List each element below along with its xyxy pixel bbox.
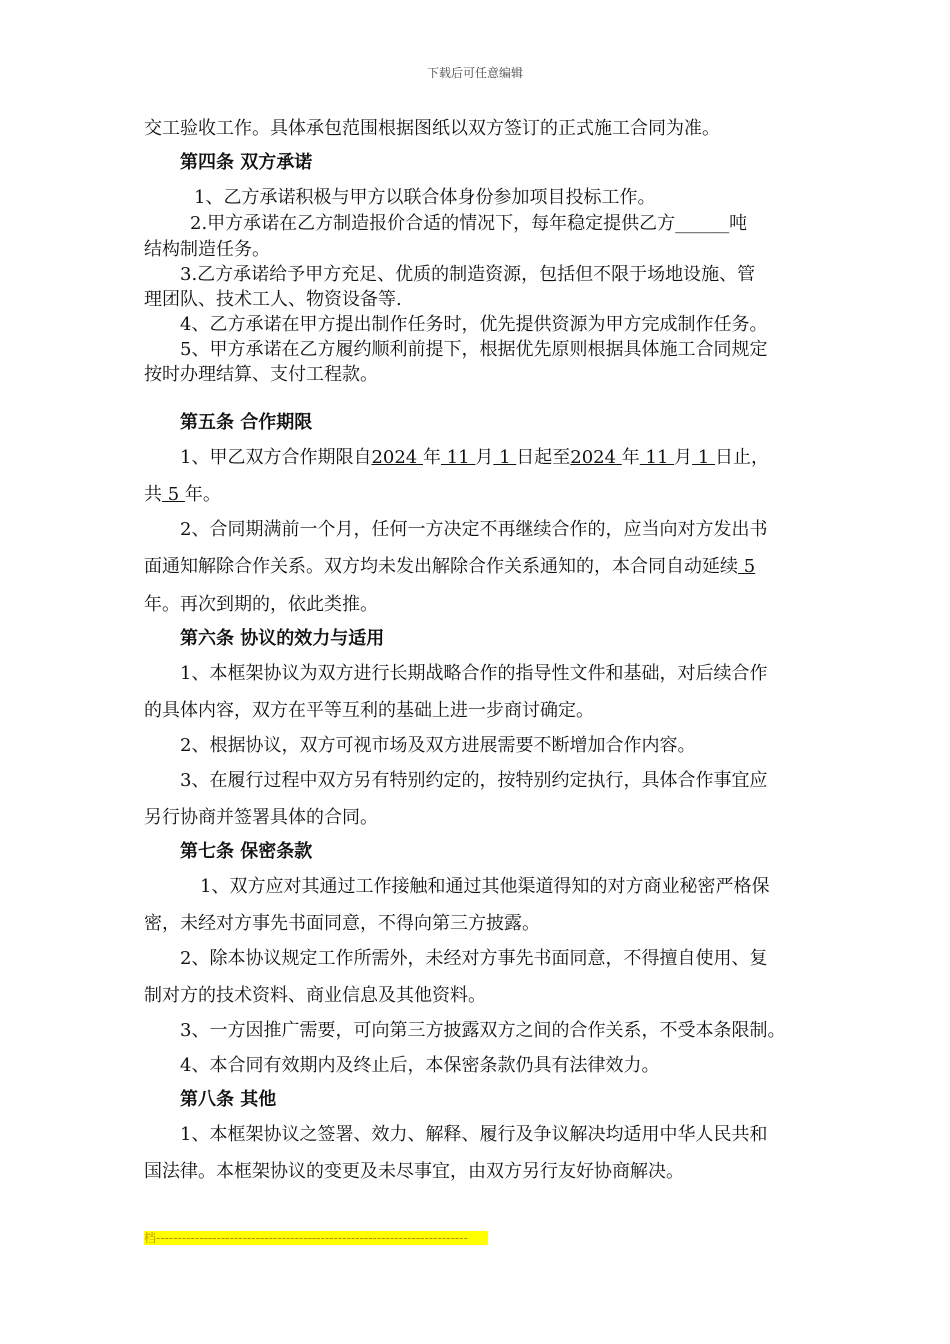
end-day: 1 <box>692 447 716 468</box>
section-heading-4: 第四条 双方承诺 <box>180 152 313 173</box>
paragraph-line: 按时办理结算、支付工程款。 <box>144 364 378 385</box>
start-month: 11 <box>440 447 476 468</box>
paragraph-line: 2、除本协议规定工作所需外，未经对方事先书面同意，不得擅自使用、复 <box>180 948 768 969</box>
end-year: 2024 <box>570 447 622 468</box>
paragraph-line: 1、本框架协议为双方进行长期战略合作的指导性文件和基础，对后续合作 <box>180 663 768 684</box>
section-heading-8: 第八条 其他 <box>180 1089 277 1110</box>
paragraph-line: 5、甲方承诺在乙方履约顺利前提下，根据优先原则根据具体施工合同规定 <box>180 339 768 360</box>
section-heading-7: 第七条 保密条款 <box>180 841 313 862</box>
paragraph-line: 2、合同期满前一个月，任何一方决定不再继续合作的，应当向对方发出书 <box>180 519 768 540</box>
text-run: 年 <box>422 447 441 468</box>
renewal-years: 5 <box>738 556 756 577</box>
paragraph-line: 1、双方应对其通过工作接触和通过其他渠道得知的对方商业秘密严格保 <box>200 876 770 897</box>
footer-char: 档 <box>144 1231 157 1245</box>
footer-watermark-line-2 <box>144 1231 488 1245</box>
paragraph-line: 另行协商并签署具体的合同。 <box>144 807 378 828</box>
start-day: 1 <box>493 447 517 468</box>
text-run: 面通知解除合作关系。双方均未发出解除合作关系通知的，本合同自动延续 <box>144 556 738 577</box>
blank-field: ______ <box>675 213 730 234</box>
paragraph-line: 结构制造任务。 <box>144 239 270 260</box>
paragraph-line: 1、本框架协议之签署、效力、解释、履行及争议解决均适用中华人民共和 <box>180 1124 768 1145</box>
paragraph-line: 2、根据协议，双方可视市场及双方进展需要不断增加合作内容。 <box>180 735 696 756</box>
text-run: 1、甲乙双方合作期限自 <box>180 447 372 468</box>
paragraph-line <box>144 482 221 508</box>
text-run: 年 <box>621 447 640 468</box>
paragraph-line: 的具体内容，双方在平等互利的基础上进一步商讨确定。 <box>144 700 594 721</box>
text-run: 日起至 <box>516 447 571 468</box>
paragraph-line: 国法律。本框架协议的变更及未尽事宜，由双方另行友好协商解决。 <box>144 1161 684 1182</box>
text-run: 共 <box>144 484 162 505</box>
paragraph-line <box>180 445 769 471</box>
paragraph-line: 制对方的技术资料、商业信息及其他资料。 <box>144 985 486 1006</box>
text-run: 月 <box>674 447 693 468</box>
text-run: 月 <box>475 447 494 468</box>
text-run: 吨 <box>729 213 748 234</box>
page-header: 下载后可任意编辑 <box>426 66 523 80</box>
paragraph-line: 3、一方因推广需要，可向第三方披露双方之间的合作关系，不受本条限制。 <box>180 1020 786 1041</box>
paragraph-line: 理团队、技术工人、物资设备等. <box>144 289 402 310</box>
paragraph-line: 4、本合同有效期内及终止后，本保密条款仍具有法律效力。 <box>180 1055 660 1076</box>
paragraph-line <box>190 211 747 237</box>
paragraph-line: 年。再次到期的，依此类推。 <box>144 594 378 615</box>
start-year: 2024 <box>371 447 423 468</box>
term-years: 5 <box>162 484 185 505</box>
paragraph-line: 4、乙方承诺在甲方提出制作任务时，优先提供资源为甲方完成制作任务。 <box>180 314 768 335</box>
section-heading-5: 第五条 合作期限 <box>180 412 313 433</box>
section-heading-6: 第六条 协议的效力与适用 <box>180 628 385 649</box>
paragraph-line: 1、乙方承诺积极与甲方以联合体身份参加项目投标工作。 <box>194 187 656 208</box>
paragraph-line: 3.乙方承诺给予甲方充足、优质的制造资源，包括但不限于场地设施、管 <box>180 264 756 285</box>
text-run: 日止， <box>715 447 770 468</box>
end-month: 11 <box>639 447 675 468</box>
footer-dashes: ------------------------------------------------------------------------ <box>156 1231 468 1245</box>
paragraph-line: 3、在履行过程中双方另有特别约定的，按特别约定执行，具体合作事宜应 <box>180 770 768 791</box>
text-run: 2.甲方承诺在乙方制造报价合适的情况下，每年稳定提供乙方 <box>190 213 676 234</box>
paragraph-line <box>144 554 755 580</box>
paragraph-line: 密，未经对方事先书面同意，不得向第三方披露。 <box>144 913 540 934</box>
paragraph-line: 交工验收工作。具体承包范围根据图纸以双方签订的正式施工合同为准。 <box>144 118 720 139</box>
text-run: 年。 <box>184 484 221 505</box>
